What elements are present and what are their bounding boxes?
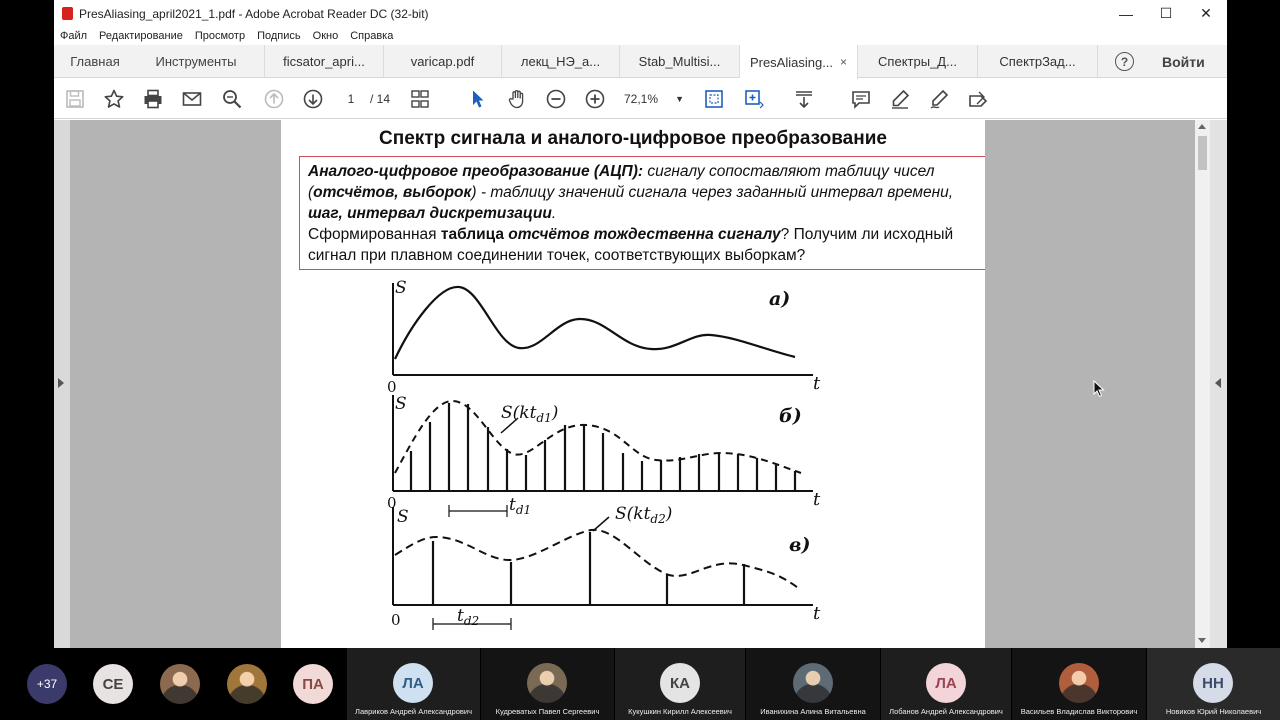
participant-name: Лавриков Андрей Александрович (355, 707, 472, 716)
scroll-thumb[interactable] (1198, 136, 1207, 170)
tab-label: PresAliasing... (749, 54, 834, 70)
page-number-input[interactable]: 1 (347, 92, 355, 106)
close-window-button[interactable]: ✕ (1200, 5, 1212, 21)
expand-left-icon (58, 378, 64, 388)
bookmark-star-icon[interactable] (102, 87, 126, 111)
page-down-icon[interactable] (301, 87, 325, 111)
mouse-cursor-icon (1093, 380, 1105, 398)
tab-tools[interactable]: Инструменты (155, 54, 237, 69)
interval-label-b: $t_{d1}$ (509, 495, 532, 517)
sampling-interval-term: шаг, интервал дискретизации (308, 205, 552, 222)
participant-avatar (527, 663, 567, 703)
participant-name: Лобанов Андрей Александрович (889, 707, 1003, 716)
participant-tile[interactable] (1012, 648, 1146, 720)
menu-file[interactable]: Файл (60, 30, 88, 42)
zoom-out-icon[interactable] (544, 87, 568, 111)
menu-help[interactable]: Справка (350, 30, 394, 42)
panel-b-s-label: S (395, 394, 407, 414)
zoom-value: 72,1% (624, 92, 659, 106)
title-bar (54, 0, 1227, 27)
sample-stems-c (433, 532, 744, 605)
zoom-level-select[interactable] (624, 89, 684, 109)
panel-b-t-label: t (813, 489, 821, 510)
adc-text: ) - таблицу значений сигнала через заданный интервал времени, (471, 184, 954, 201)
signal-curve-c (395, 530, 801, 590)
more-participants-button[interactable]: +37 (27, 664, 67, 704)
participant-avatar (1059, 663, 1099, 703)
panel-b-label: б) (779, 405, 802, 427)
panel-a-origin: 0 (387, 378, 397, 396)
sample-label-b: $S(kt_{d1})$ (501, 403, 559, 425)
panel-c-label: в) (789, 534, 811, 556)
fill-sign-icon[interactable] (966, 87, 990, 111)
toolbar (54, 79, 1227, 119)
acrobat-window (54, 0, 1227, 648)
page-thumbnails-icon[interactable] (408, 87, 432, 111)
pdf-page (281, 120, 985, 648)
sign-icon[interactable] (927, 87, 951, 111)
zoom-search-icon[interactable] (220, 87, 244, 111)
help-icon[interactable]: ? (1115, 52, 1134, 71)
page-up-icon[interactable] (262, 87, 286, 111)
menu-sign[interactable]: Подпись (257, 30, 301, 42)
select-cursor-icon[interactable] (466, 87, 490, 111)
participant-name: Кукушкин Кирилл Алексеевич (628, 707, 732, 716)
tab-bar (54, 45, 1227, 78)
highlight-pen-icon[interactable] (888, 87, 912, 111)
tab-document-active[interactable] (740, 45, 858, 79)
hand-tool-icon[interactable] (505, 87, 529, 111)
document-area[interactable] (54, 120, 1227, 648)
participant-tile[interactable] (1147, 648, 1280, 720)
sample-stems-b (411, 403, 795, 491)
sampling-figure (381, 275, 841, 648)
scroll-up-icon[interactable] (1198, 124, 1206, 129)
participant-avatar: НН (1193, 663, 1233, 703)
participant-avatar: КА (660, 663, 700, 703)
menu-view[interactable]: Просмотр (194, 30, 246, 42)
signal-curve-a (395, 287, 795, 359)
menu-window[interactable]: Окно (312, 30, 339, 42)
tab-document[interactable]: Stab_Multisi... (620, 45, 740, 78)
panel-b-origin: 0 (387, 494, 397, 512)
samples-term: отсчётов, выборок (313, 184, 472, 201)
interval-label-c: $t_{d2}$ (457, 606, 480, 628)
signal-curve-b (395, 401, 801, 473)
tab-document[interactable]: varicap.pdf (384, 45, 502, 78)
participant-tile[interactable] (615, 648, 745, 720)
acrobat-app-icon (62, 7, 73, 20)
save-icon[interactable] (63, 87, 87, 111)
minimize-button[interactable]: — (1119, 5, 1133, 22)
participant-name: Новиков Юрий Николаевич (1165, 707, 1262, 716)
marquee-zoom-icon[interactable] (742, 87, 766, 111)
sign-in-button[interactable]: Войти (1162, 54, 1205, 70)
panel-a-s-label: S (395, 278, 407, 298)
fit-page-icon[interactable] (702, 87, 726, 111)
participant-avatar: ЛА (393, 663, 433, 703)
question-text: Сформированная (308, 226, 441, 243)
page-total: / 14 (370, 92, 391, 106)
panel-c (393, 507, 813, 630)
participant-avatar[interactable]: ПА (293, 664, 333, 704)
menu-edit[interactable]: Редактирование (99, 30, 183, 42)
tab-close-icon[interactable]: × (840, 55, 848, 69)
vertical-scrollbar[interactable] (1195, 120, 1210, 648)
tab-document[interactable]: СпектрЗад... (978, 45, 1098, 78)
tab-document[interactable]: ficsator_apri... (264, 45, 384, 78)
identity-term: отсчётов тождественна сигналу (504, 226, 781, 243)
participant-avatar[interactable]: СЕ (93, 664, 133, 704)
interval-marker-b (449, 505, 507, 517)
panel-c-s-label: S (397, 507, 409, 527)
scroll-mode-icon[interactable] (792, 87, 816, 111)
tab-document[interactable]: лекц_НЭ_а... (502, 45, 620, 78)
participant-name: Васильев Владислав Викторович (1020, 707, 1138, 716)
table-term: таблица (440, 226, 504, 243)
scroll-down-icon[interactable] (1198, 638, 1206, 643)
participant-avatar: ЛА (926, 663, 966, 703)
print-icon[interactable] (141, 87, 165, 111)
window-title: PresAliasing_april2021_1.pdf - Adobe Acrobat Reader DC (32-bit) (79, 7, 429, 21)
menu-bar (54, 27, 1227, 45)
adc-text: . (551, 205, 557, 222)
participants-bar (0, 648, 1280, 720)
sample-pointer-c (593, 517, 609, 531)
panel-a-t-label: t (813, 373, 821, 394)
panel-b (393, 395, 813, 517)
participant-avatar[interactable] (160, 664, 200, 704)
expand-right-icon (1215, 378, 1221, 388)
panel-a (393, 283, 813, 375)
right-pane-toggle[interactable] (1210, 120, 1227, 648)
panel-c-t-label: t (813, 603, 821, 624)
question-text: ? Получим ли исходный сигнал при плавном соединении точек, соответствующих выборкам? (308, 226, 954, 264)
participant-tile[interactable] (881, 648, 1011, 720)
maximize-button[interactable]: ☐ (1159, 5, 1173, 21)
chevron-down-icon: ▼ (675, 94, 684, 104)
comment-icon[interactable] (849, 87, 873, 111)
participant-name: Иванихина Алина Витальевна (760, 707, 866, 716)
panel-c-origin: 0 (391, 611, 401, 629)
definition-box (299, 156, 985, 270)
slide-title: Спектр сигнала и аналого-цифровое преобразование (379, 128, 887, 149)
participant-tile[interactable] (347, 648, 480, 720)
participant-name: Кудреватых Павел Сергеевич (495, 707, 600, 716)
participant-avatar (793, 663, 833, 703)
participant-tile[interactable] (746, 648, 880, 720)
participant-tile[interactable] (481, 648, 614, 720)
email-icon[interactable] (180, 87, 204, 111)
adc-term: Аналого-цифровое преобразование (АЦП): (308, 163, 644, 180)
participant-avatar[interactable] (227, 664, 267, 704)
sample-label-c: $S(kt_{d2})$ (615, 504, 673, 526)
tab-document[interactable]: Спектры_Д... (858, 45, 978, 78)
tab-home[interactable]: Главная (70, 54, 120, 69)
left-pane-toggle[interactable] (54, 120, 70, 648)
panel-a-label: а) (769, 288, 791, 310)
zoom-in-icon[interactable] (583, 87, 607, 111)
adc-text: сигналу сопоставляют таблицу чисел ( (308, 163, 935, 201)
